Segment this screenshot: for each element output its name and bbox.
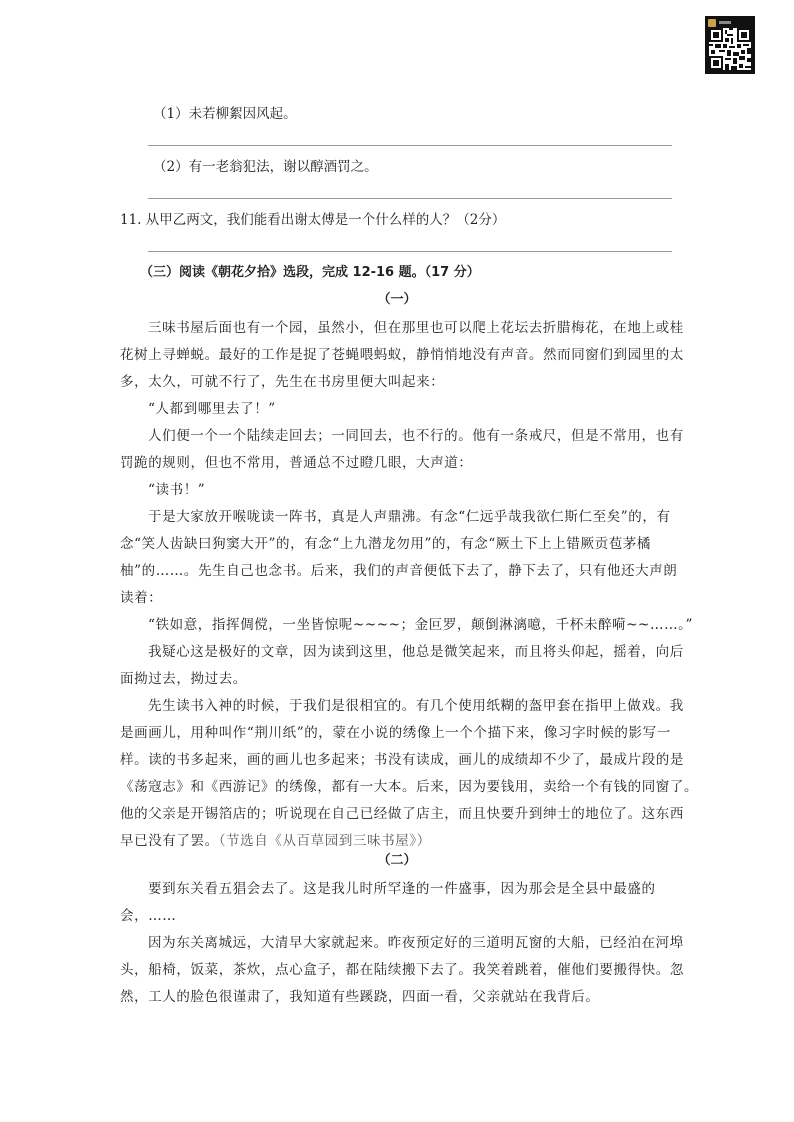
passage-line: “人都到哪里去了！” <box>148 401 276 417</box>
passage-line-text: 早已没有了罢。 <box>120 833 219 849</box>
qr-header <box>708 18 752 27</box>
qr-caption <box>719 21 731 24</box>
passage-line: 罚跪的规则，但也不常用，普通总不过瞪几眼，大声道： <box>120 455 473 471</box>
passage-line: 三味书屋后面也有一个园，虽然小，但在那里也可以爬上花坛去折腊梅花，在地上或桂 <box>148 320 684 336</box>
section-heading: （三）阅读《朝花夕拾》选段，完成 12-16 题。（17 分） <box>140 265 480 280</box>
passage-line: 多，太久，可就不行了，先生在书房里便大叫起来： <box>120 374 445 390</box>
passage-line: 是画画儿，用种叫作“荆川纸”的，蒙在小说的绣像上一个个描下来，像习字时候的影写一 <box>120 725 671 741</box>
question-10-item-1: （1）未若柳絮因风起。 <box>153 106 297 122</box>
answer-line[interactable] <box>148 198 672 199</box>
passage-line: 花树上寻蝉蜕。最好的工作是捉了苍蝇喂蚂蚁，静悄悄地没有声音。然而同窗们到园里的太 <box>120 347 684 363</box>
passage-line: 会，…… <box>120 908 177 924</box>
qr-code-icon <box>709 28 751 70</box>
part-2-title: （二） <box>377 853 417 868</box>
passage-line: 样。读的书多起来，画的画儿也多起来；书没有读成，画儿的成绩却不少了，最成片段的是 <box>120 752 684 768</box>
passage-line: 要到东关看五猖会去了。这是我儿时所罕逢的一件盛事，因为那会是全县中最盛的 <box>148 881 656 897</box>
passage-line: “铁如意，指挥倜傥，一坐皆惊呢~~~~；金叵罗，颠倒淋漓噫，千杯未醉嗬~~……。” <box>148 617 694 633</box>
passage-line: “读书！” <box>148 482 206 498</box>
passage-line: 他的父亲是开锡箔店的；听说现在自己已经做了店主，而且快要升到绅士的地位了。这东西 <box>120 806 684 822</box>
passage-line: 头，船椅，饭菜，茶炊，点心盒子，都在陆续搬下去了。我笑着跳着，催他们要搬得快。忽 <box>120 962 684 978</box>
passage-line: 因为东关离城远，大清早大家就起来。昨夜预定好的三道明瓦窗的大船，已经泊在河埠 <box>148 935 684 951</box>
logo-icon <box>708 19 716 27</box>
passage-line: 念“笑人齿缺曰狗窦大开”的，有念“上九潜龙勿用”的，有念“厥土下上上错厥贡苞茅橘 <box>120 536 652 552</box>
passage-line: 于是大家放开喉咙读一阵书，真是人声鼎沸。有念“仁远乎哉我欲仁斯仁至矣”的，有 <box>148 509 671 525</box>
passage-line: 先生读书入神的时候，于我们是很相宜的。有几个使用纸糊的盔甲套在指甲上做戏。我 <box>148 698 684 714</box>
source-note: （节选自《从百草园到三味书屋》） <box>218 833 431 849</box>
passage-line: 人们便一个一个陆续走回去；一同回去，也不行的。他有一条戒尺，但是不常用，也有 <box>148 428 684 444</box>
passage-line: 面拗过去，拗过去。 <box>120 671 247 687</box>
passage-line: 《荡寇志》和《西游记》的绣像，都有一大本。后来，因为要钱用，卖给一个有钱的同窗了。 <box>120 779 699 795</box>
part-1-title: （一） <box>377 292 417 307</box>
passage-line: 我疑心这是极好的文章，因为读到这里，他总是微笑起来，而且将头仰起，摇着，向后 <box>148 644 684 660</box>
passage-last-line <box>120 831 431 851</box>
question-11: 11. 从甲乙两文，我们能看出谢太傅是一个什么样的人？（2分） <box>120 212 506 228</box>
answer-line[interactable] <box>148 145 672 146</box>
passage-line: 然，工人的脸色很谨肃了，我知道有些蹊跷，四面一看，父亲就站在我背后。 <box>120 989 600 1005</box>
answer-line[interactable] <box>148 251 672 252</box>
question-10-item-2: （2）有一老翁犯法，谢以醇酒罚之。 <box>153 159 378 175</box>
passage-line: 读着： <box>120 590 163 606</box>
qr-code <box>705 16 755 74</box>
passage-line: 柚”的……。先生自己也念书。后来，我们的声音便低下去了，静下去了，只有他还大声朗 <box>120 563 678 579</box>
